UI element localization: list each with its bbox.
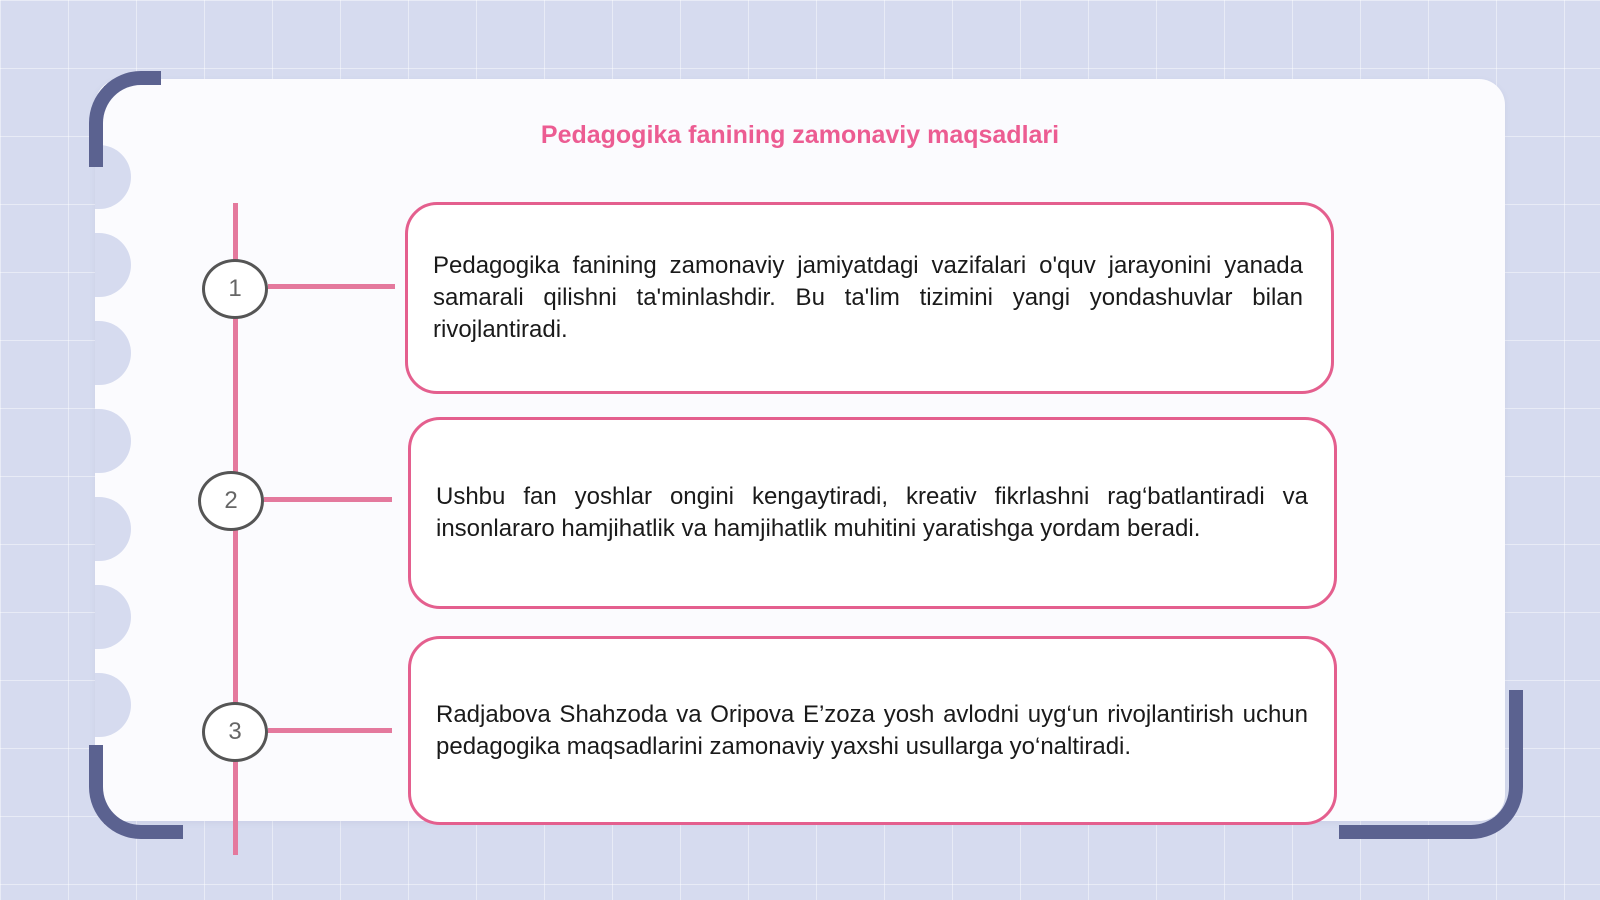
paper-notch [95,673,131,737]
step-card-2 [408,417,1337,609]
timeline-connector-1 [268,284,395,289]
step-number-1: 1 [202,259,268,319]
timeline-connector-3 [268,728,392,733]
step-text-3: Radjabova Shahzoda va Oripova E’zoza yosh avlodni uyg‘un rivojlantirish uchun pedagogika maqsadlarini zamonaviy yaxshi usullarga yo‘naltiradi. [436,700,1308,760]
paper-notch [95,497,131,561]
step-card-1 [405,202,1334,394]
slide-title: Pedagogika fanining zamonaviy maqsadlari [540,121,1060,149]
paper-notch [95,409,131,473]
corner-bracket-top-left [89,71,161,167]
step-text-1: Pedagogika fanining zamonaviy jamiyatdagi vazifalari o'quv jarayonini yanada samarali qilishni ta'minlashdir. Bu ta'lim tizimini yangi yondashuvlar bilan rivojlantiradi. [433,252,1303,343]
step-text-2: Ushbu fan yoshlar ongini kengaytiradi, kreativ fikrlashni rag‘batlantiradi va insonlararo hamjihatlik va hamjihatlik muhitini yaratishga yordam beradi. [436,483,1308,542]
timeline-connector-2 [264,497,392,502]
paper-notch [95,321,131,385]
step-number-2: 2 [198,471,264,531]
corner-bracket-bottom-right [1339,690,1523,839]
paper-notch [95,233,131,297]
paper-notch [95,585,131,649]
step-card-3 [408,636,1337,825]
corner-bracket-bottom-left [89,745,183,839]
step-number-3: 3 [202,702,268,762]
